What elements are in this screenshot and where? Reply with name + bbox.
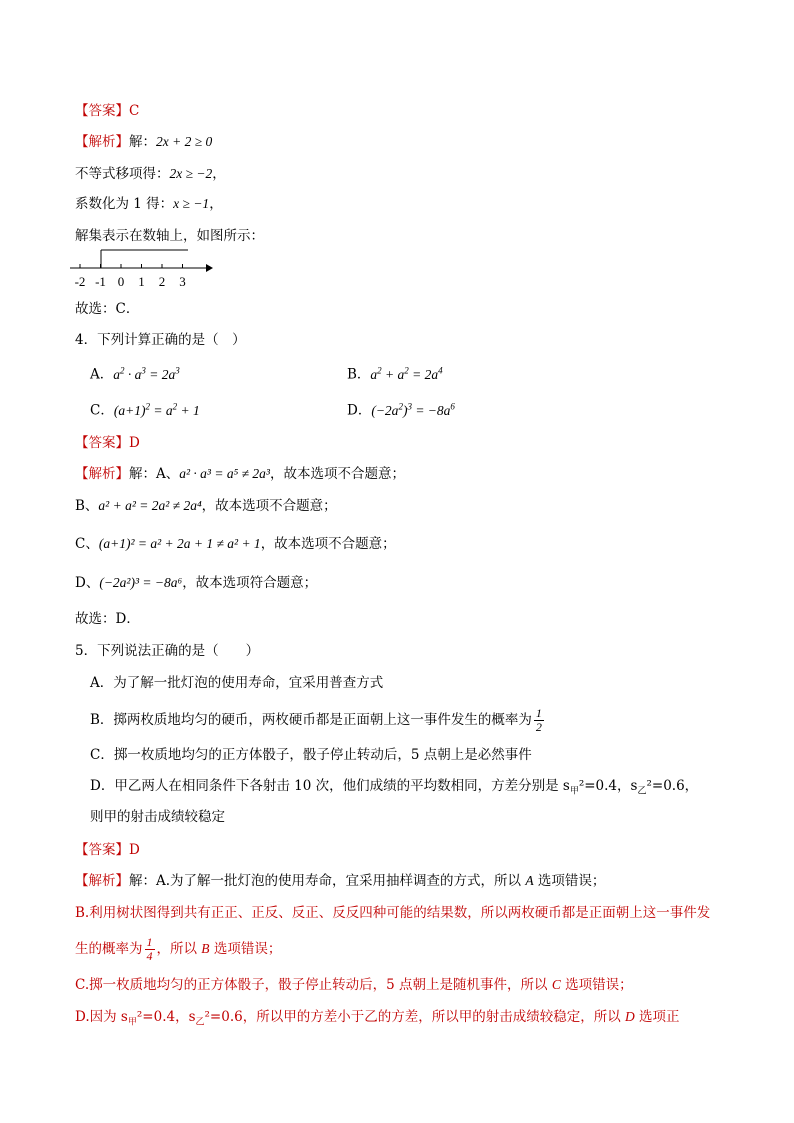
analysis-lead: 解： — [129, 134, 156, 150]
q5-answer-line: 【答案】D — [75, 842, 140, 858]
number-line-label: 3 — [179, 274, 186, 289]
q3-conclusion: 故选：C． — [75, 301, 140, 317]
number-line-label: 2 — [158, 274, 166, 289]
q5-option-a: A．为了解一批灯泡的使用寿命，宜采用普查方式 — [90, 675, 384, 691]
q5-option-d: D．甲乙两人在相同条件下各射击 10 次，他们成绩的平均数相同，方差分别是 $s_甲^2=0.4$，$s_乙^2=0.6$， — [90, 778, 699, 797]
fraction: $\frac{1}{4}$ — [146, 935, 153, 963]
q4-analysis-b: B、a² + a² = 2a² ≠ 2a⁴，故本选项不合题意； — [75, 498, 337, 514]
number-line-label: 0 — [117, 274, 125, 289]
answer-tag: 【答案】 — [75, 103, 129, 119]
q4-analysis-a: 【解析】解：A、a² · a³ = a⁵ ≠ 2a³，故本选项不合题意； — [75, 466, 405, 482]
q5-analysis-d: D.因为 $s_甲^2=0.4$，$s_乙^2=0.6$，所以甲的方差小于乙的方差，所以甲的射击成绩较稳定，所以 D 选项正 — [75, 1009, 680, 1028]
inequality: 2x + 2 ≥ 0 — [156, 134, 213, 149]
q4-option-d: D．$(-2a^2)^3 = -8a^6$ — [347, 401, 455, 419]
q4-stem: 4．下列计算正确的是（ ） — [75, 332, 246, 348]
q3-answer-line — [75, 101, 139, 121]
q5-option-b: B．掷两枚质地均匀的硬币，两枚硬币都是正面朝上这一事件发生的概率为 $\frac{1}{2}$ — [90, 706, 542, 734]
q4-analysis-d: D、(−2a²)³ = −8a⁶，故本选项符合题意； — [75, 575, 318, 591]
q3-step2: 系数化为 1 得：x ≥ −1， — [75, 196, 223, 212]
q4-answer-line: 【答案】D — [75, 435, 140, 451]
fraction: $\frac{1}{2}$ — [535, 706, 542, 734]
q5-analysis-c: C.掷一枚质地均匀的正方体骰子，骰子停止转动后，5 点朝上是随机事件，所以 C 选项错误； — [75, 977, 633, 993]
number-line-label: -1 — [95, 274, 106, 289]
q4-conclusion: 故选：D． — [75, 611, 140, 627]
number-line-label: -2 — [74, 274, 86, 289]
number-line-arrow — [206, 264, 213, 272]
q3-analysis-line — [75, 132, 212, 152]
q3-step3: 解集表示在数轴上，如图所示： — [75, 228, 264, 244]
q5-option-c: C．掷一枚质地均匀的正方体骰子，骰子停止转动后，5 点朝上是必然事件 — [90, 747, 532, 763]
q5-option-d-cont: 则甲的射击成绩较稳定 — [90, 809, 225, 825]
q5-analysis-a: 【解析】解：A.为了解一批灯泡的使用寿命，宜采用抽样调查的方式，所以 A 选项错误； — [75, 873, 606, 889]
analysis-tag: 【解析】 — [75, 134, 129, 150]
q5-stem: 5．下列说法正确的是（ ） — [75, 643, 260, 659]
q4-analysis-c: C、(a+1)² = a² + 2a + 1 ≠ a² + 1，故本选项不合题意； — [75, 536, 396, 552]
number-line-figure — [66, 246, 226, 292]
answer-value: C — [129, 103, 140, 119]
q5-analysis-b2: 生的概率为 $\frac{1}{4}$ ，所以 B 选项错误； — [75, 935, 282, 963]
q4-option-a: A．$a^2 \cdot a^3 = 2a^3$ — [90, 365, 180, 383]
q3-step1: 不等式移项得：2x ≥ −2， — [75, 166, 226, 182]
q4-option-b: B．$a^2 + a^2 = 2a^4$ — [347, 365, 443, 383]
q4-option-c: C．$(a+1)^2 = a^2 + 1$ — [90, 401, 200, 419]
number-line-label: 1 — [138, 274, 145, 289]
q5-analysis-b1: B.利用树状图得到共有正正、正反、反正、反反四种可能的结果数，所以两枚硬币都是正面朝上这一事件发 — [75, 905, 711, 921]
